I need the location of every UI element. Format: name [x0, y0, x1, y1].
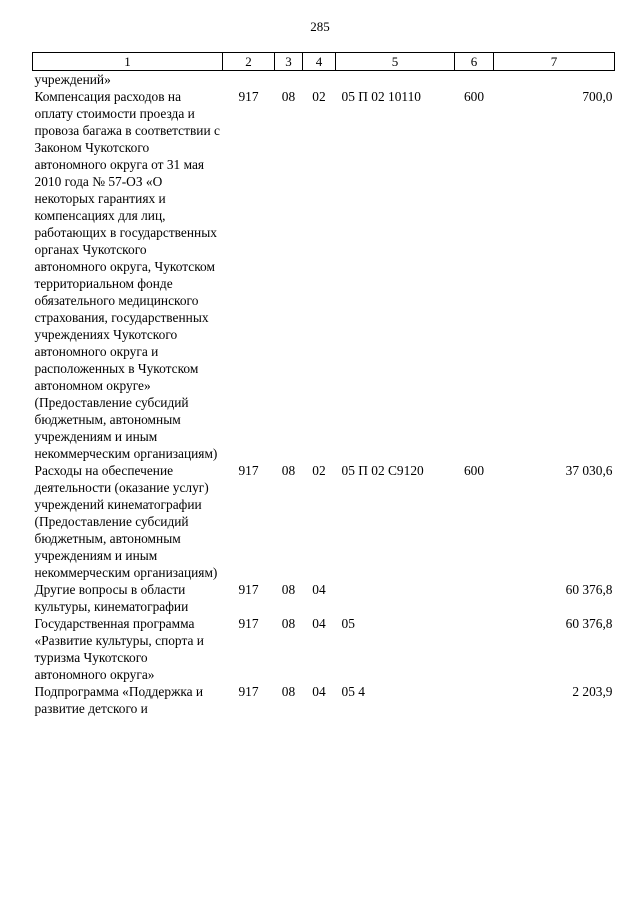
- row-expense-type: [455, 615, 494, 683]
- row-name: Подпрограмма «Поддержка и развитие детского и: [34, 684, 204, 716]
- row-section: [275, 71, 303, 89]
- table-row: [33, 462, 615, 581]
- row-amount: 37 030,6: [565, 463, 613, 478]
- row-department-code: 917: [238, 684, 259, 699]
- row-subsection: 04: [312, 684, 326, 699]
- column-header-7: 7: [494, 53, 615, 71]
- row-subsection: 02: [312, 89, 326, 104]
- table-row: [33, 581, 615, 615]
- row-section: 08: [281, 463, 296, 478]
- row-subsection: 04: [312, 582, 326, 597]
- row-section: 08: [281, 89, 296, 104]
- row-name: Другие вопросы в области культуры, кинематографии: [34, 582, 189, 614]
- table-row: [33, 71, 615, 89]
- row-expense-type: 600: [463, 463, 485, 478]
- row-subsection: [303, 71, 336, 89]
- row-subsection: 02: [312, 463, 326, 478]
- row-department-code: 917: [238, 582, 259, 597]
- budget-table: [32, 52, 615, 717]
- row-section: 08: [281, 616, 296, 631]
- row-department-code: 917: [238, 616, 259, 631]
- row-target-article: 05 4: [341, 684, 365, 699]
- row-section: 08: [281, 582, 296, 597]
- column-header-6: 6: [455, 53, 494, 71]
- row-department-code: [223, 71, 275, 89]
- row-amount: [494, 71, 615, 89]
- row-name: Государственная программа «Развитие культуры, спорта и туризма Чукотского автономного округа»: [34, 616, 204, 682]
- row-amount: 700,0: [582, 89, 613, 104]
- row-amount: 60 376,8: [565, 616, 613, 631]
- page-number: 285: [310, 19, 330, 34]
- row-name: учреждений»: [34, 72, 111, 87]
- row-name: Расходы на обеспечение деятельности (оказание услуг) учреждений кинематографии (Предоставление субсидий бюджетным, автономным учреждениям и иным некоммерческим организациям): [34, 463, 218, 580]
- row-target-article: [336, 581, 455, 615]
- table-header-row: [33, 53, 615, 71]
- row-target-article: 05 П 02 10110: [341, 89, 421, 104]
- column-header-4: 4: [303, 53, 336, 71]
- column-header-5: 5: [336, 53, 455, 71]
- row-expense-type: [455, 683, 494, 717]
- row-target-article: 05: [341, 616, 355, 631]
- row-department-code: 917: [238, 463, 259, 478]
- row-section: 08: [281, 684, 296, 699]
- row-expense-type: 600: [463, 89, 485, 104]
- table-row: [33, 88, 615, 462]
- row-expense-type: [455, 581, 494, 615]
- row-amount: 2 203,9: [572, 684, 613, 699]
- row-name: Компенсация расходов на оплату стоимости проезда и провоза багажа в соответствии с Законом Чукотского автономного округа от 31 мая 2010 года № 57-ОЗ «О некоторых гарантиях и компенсациях для лиц, работающих в государственных органах Чукотского автономного округа, Чукотском территориальном фонде обязательного медицинского страхования, государственных учреждениях Чукотского автономного округа и расположенных в Чукотском автономном округе» (Предоставление субсидий бюджетным, автономным учреждениям и иным некоммерческим организациям): [34, 89, 220, 461]
- row-expense-type: [455, 71, 494, 89]
- column-header-1: 1: [33, 53, 223, 71]
- column-header-3: 3: [275, 53, 303, 71]
- row-subsection: 04: [312, 616, 326, 631]
- column-header-2: 2: [223, 53, 275, 71]
- table-row: [33, 683, 615, 717]
- table-row: [33, 615, 615, 683]
- row-target-article: 05 П 02 С9120: [341, 463, 424, 478]
- row-target-article: [336, 71, 455, 89]
- row-department-code: 917: [238, 89, 259, 104]
- row-amount: 60 376,8: [565, 582, 613, 597]
